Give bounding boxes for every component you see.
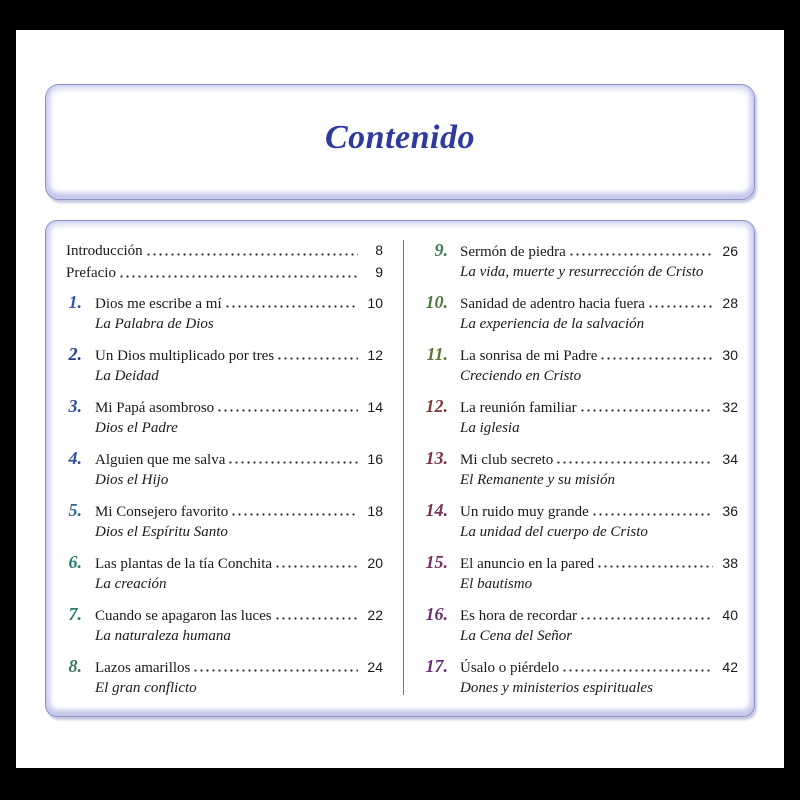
dot-leader bbox=[557, 447, 713, 469]
chapter-title: Dios me escribe a mí bbox=[95, 296, 222, 312]
toc-page-number: 9 bbox=[375, 264, 383, 280]
chapter-subtitle: La experiencia de la salvación bbox=[460, 316, 645, 332]
chapter-number: 17. bbox=[425, 656, 448, 676]
toc-entry-introduccion bbox=[66, 239, 383, 261]
chapter-title: La sonrisa de mi Padre bbox=[460, 348, 598, 364]
chapter-number: 8. bbox=[68, 656, 82, 676]
chapter-title: Úsalo o piérdelo bbox=[460, 660, 560, 676]
chapter-page-number: 14 bbox=[367, 399, 383, 415]
chapter-page-number: 38 bbox=[722, 555, 738, 571]
chapter-page-number: 42 bbox=[722, 659, 738, 675]
chapter-page-number: 34 bbox=[722, 451, 738, 467]
chapter-title: Un Dios multiplicado por tres bbox=[95, 348, 275, 364]
chapter-page-number: 32 bbox=[722, 399, 738, 415]
chapter-number: 5. bbox=[68, 500, 82, 520]
dot-leader bbox=[601, 343, 713, 365]
dot-leader bbox=[229, 447, 358, 469]
chapter-number: 1. bbox=[68, 292, 82, 312]
chapter-title: Un ruido muy grande bbox=[460, 504, 589, 520]
toc-chapter-1 bbox=[66, 291, 383, 335]
chapter-subtitle: La Deidad bbox=[95, 368, 159, 384]
chapter-subtitle: Dones y ministerios espirituales bbox=[460, 680, 653, 696]
chapter-number: 3. bbox=[68, 396, 82, 416]
chapter-title: El anuncio en la pared bbox=[460, 556, 595, 572]
toc-right-column bbox=[420, 239, 738, 699]
chapter-title: La reunión familiar bbox=[460, 400, 577, 416]
toc-chapter-15 bbox=[420, 551, 738, 595]
dot-leader bbox=[581, 395, 713, 417]
dot-leader bbox=[581, 603, 713, 625]
chapter-number: 11. bbox=[426, 344, 448, 364]
chapter-title: Alguien que me salva bbox=[95, 452, 226, 468]
chapter-subtitle: Dios el Hijo bbox=[95, 472, 169, 488]
dot-leader bbox=[232, 499, 358, 521]
toc-chapter-4 bbox=[66, 447, 383, 491]
chapter-title: Sanidad de adentro hacia fuera bbox=[460, 296, 645, 312]
chapter-subtitle: La iglesia bbox=[460, 420, 520, 436]
dot-leader bbox=[276, 551, 358, 573]
dot-leader bbox=[218, 395, 358, 417]
chapter-subtitle: El bautismo bbox=[460, 576, 533, 592]
dot-leader bbox=[570, 239, 713, 261]
chapter-page-number: 26 bbox=[722, 243, 738, 259]
chapter-page-number: 22 bbox=[367, 607, 383, 623]
chapter-page-number: 10 bbox=[367, 295, 383, 311]
toc-entry-label: Introducción bbox=[66, 243, 143, 259]
chapter-number: 14. bbox=[425, 500, 448, 520]
toc-chapter-8 bbox=[66, 655, 383, 699]
dot-leader bbox=[147, 239, 358, 261]
chapter-number: 15. bbox=[425, 552, 448, 572]
toc-chapter-14 bbox=[420, 499, 738, 543]
chapter-page-number: 36 bbox=[722, 503, 738, 519]
chapter-subtitle: La Cena del Señor bbox=[460, 628, 573, 644]
chapter-number: 12. bbox=[425, 396, 448, 416]
chapter-number: 2. bbox=[68, 344, 82, 364]
chapter-subtitle: Creciendo en Cristo bbox=[460, 368, 582, 384]
chapter-subtitle: La unidad del cuerpo de Cristo bbox=[460, 524, 648, 540]
toc-chapter-6 bbox=[66, 551, 383, 595]
chapter-title: Mi Consejero favorito bbox=[95, 504, 229, 520]
toc-chapter-13 bbox=[420, 447, 738, 491]
chapter-page-number: 30 bbox=[722, 347, 738, 363]
chapter-page-number: 20 bbox=[367, 555, 383, 571]
toc-chapter-5 bbox=[66, 499, 383, 543]
chapter-title: Sermón de piedra bbox=[460, 244, 566, 260]
chapter-number: 4. bbox=[68, 448, 82, 468]
toc-page-number: 8 bbox=[375, 242, 383, 258]
chapter-subtitle: Dios el Espíritu Santo bbox=[95, 524, 228, 540]
toc-chapter-7 bbox=[66, 603, 383, 647]
chapter-subtitle: Dios el Padre bbox=[95, 420, 178, 436]
toc-entry-prefacio bbox=[66, 261, 383, 283]
chapter-subtitle: El gran conflicto bbox=[95, 680, 197, 696]
chapter-number: 10. bbox=[425, 292, 448, 312]
chapter-number: 7. bbox=[68, 604, 82, 624]
chapter-page-number: 28 bbox=[722, 295, 738, 311]
toc-chapter-2 bbox=[66, 343, 383, 387]
dot-leader bbox=[278, 343, 358, 365]
chapter-page-number: 16 bbox=[367, 451, 383, 467]
chapter-title: Es hora de recordar bbox=[460, 608, 578, 624]
toc-chapter-16 bbox=[420, 603, 738, 647]
dot-leader bbox=[226, 291, 358, 313]
chapter-subtitle: El Remanente y su misión bbox=[460, 472, 615, 488]
chapter-number: 9. bbox=[434, 240, 448, 260]
toc-entry-label: Prefacio bbox=[66, 265, 116, 281]
chapter-subtitle: La naturaleza humana bbox=[95, 628, 231, 644]
chapter-subtitle: La Palabra de Dios bbox=[95, 316, 214, 332]
dot-leader bbox=[276, 603, 358, 625]
toc-chapter-9 bbox=[420, 239, 738, 283]
dot-leader bbox=[593, 499, 713, 521]
dot-leader bbox=[120, 261, 358, 283]
chapter-page-number: 40 bbox=[722, 607, 738, 623]
chapter-title: Las plantas de la tía Conchita bbox=[95, 556, 273, 572]
chapter-subtitle: La creación bbox=[95, 576, 167, 592]
page-title: Contenido bbox=[325, 119, 475, 156]
toc-chapter-3 bbox=[66, 395, 383, 439]
chapter-subtitle: La vida, muerte y resurrección de Cristo bbox=[460, 264, 704, 280]
toc-chapter-11 bbox=[420, 343, 738, 387]
title-banner bbox=[45, 84, 755, 200]
column-divider bbox=[403, 240, 404, 695]
chapter-page-number: 24 bbox=[367, 659, 383, 675]
toc-left-column bbox=[66, 239, 383, 699]
chapter-number: 16. bbox=[425, 604, 448, 624]
chapter-title: Lazos amarillos bbox=[95, 660, 191, 676]
dot-leader bbox=[598, 551, 713, 573]
chapter-page-number: 12 bbox=[367, 347, 383, 363]
toc-chapter-17 bbox=[420, 655, 738, 699]
dot-leader bbox=[649, 291, 713, 313]
toc-chapter-12 bbox=[420, 395, 738, 439]
chapter-page-number: 18 bbox=[367, 503, 383, 519]
chapter-number: 6. bbox=[68, 552, 82, 572]
chapter-number: 13. bbox=[425, 448, 448, 468]
dot-leader bbox=[194, 655, 358, 677]
chapter-title: Mi club secreto bbox=[460, 452, 554, 468]
chapter-title: Mi Papá asombroso bbox=[95, 400, 215, 416]
dot-leader bbox=[563, 655, 713, 677]
toc-chapter-10 bbox=[420, 291, 738, 335]
chapter-title: Cuando se apagaron las luces bbox=[95, 608, 272, 624]
